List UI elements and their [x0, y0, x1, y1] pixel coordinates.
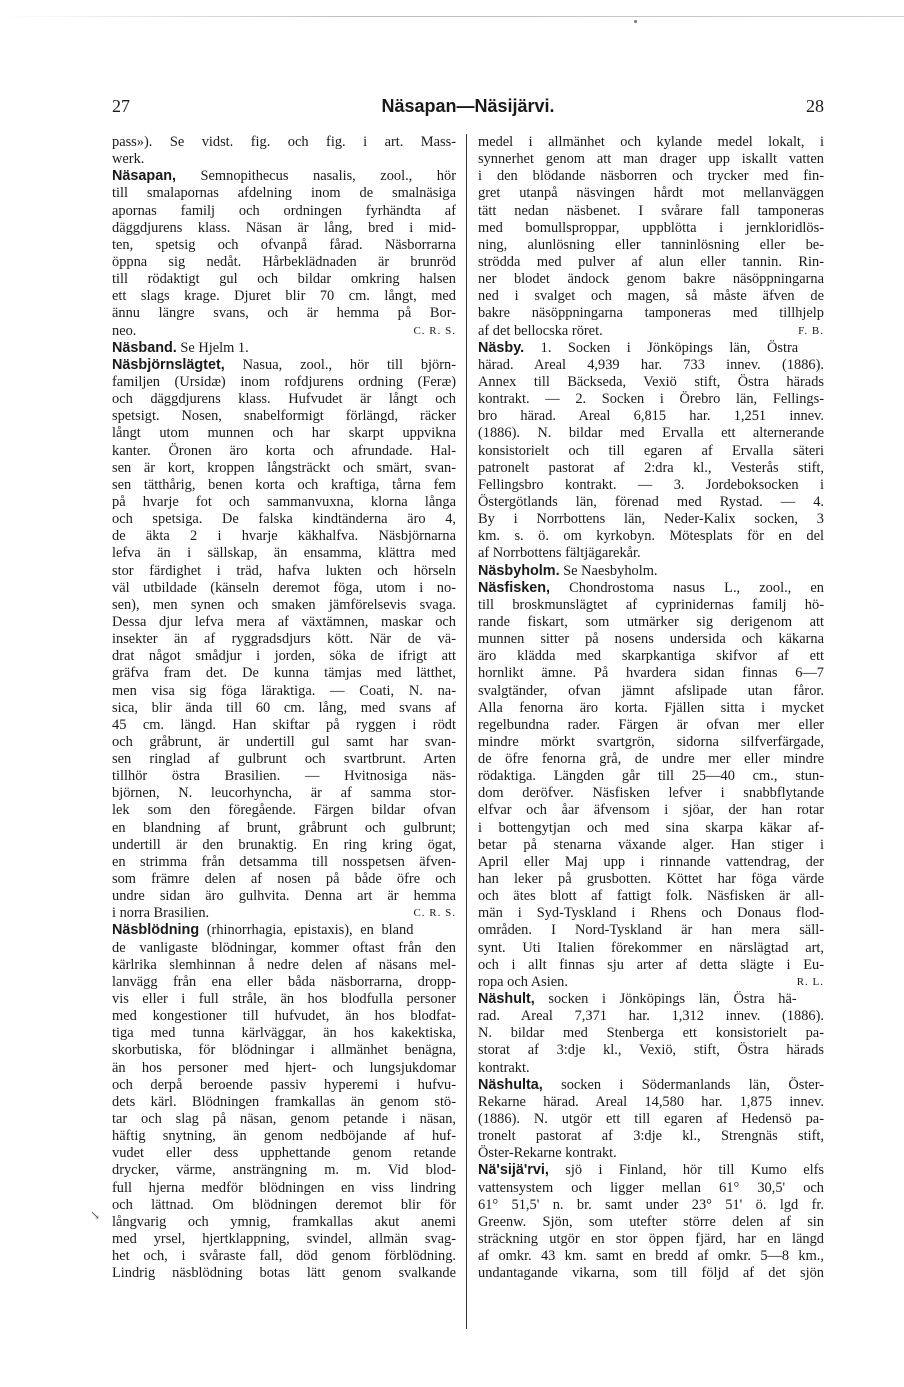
headword: Näsby.	[478, 339, 525, 356]
text-line	[112, 1197, 456, 1214]
text-line	[112, 1008, 456, 1025]
text-line	[112, 1111, 456, 1128]
entry-headword-line	[112, 168, 456, 185]
line-text: rad. Areal 7,371 har. 1,312 innev. (1886).	[478, 1008, 824, 1025]
text-line	[478, 854, 824, 871]
text-line	[478, 357, 824, 374]
line-text: ropa och Asien.	[478, 973, 568, 990]
line-text: som främre delen af nosen på både öfre och	[112, 871, 456, 888]
line-text: till broskmunslägtet af cyprinidernas familj hö-	[478, 596, 824, 613]
text-line	[478, 203, 824, 220]
text-line	[478, 1248, 824, 1265]
line-text: vudet eller dess upphettande genom retande	[112, 1145, 456, 1162]
text-line	[478, 494, 824, 511]
text-line	[112, 905, 456, 922]
line-text: och lättnad. Om blödningen deremot blir för	[112, 1196, 456, 1213]
line-text: ett slags krage. Djuret blir 70 cm. långt, med	[112, 288, 456, 305]
line-text: medel i allmänhet och kylande medel lokalt, i	[478, 134, 824, 150]
running-title: Näsapan—Näsijärvi.	[381, 96, 555, 116]
text-line	[112, 1162, 456, 1179]
line-text: sica, blir ända till 60 cm. lång, med svans af	[112, 699, 456, 716]
line-text: spetsigt. Nosen, snabelformigt förlängd, räcker	[112, 408, 456, 425]
line-text: neo.	[112, 322, 137, 339]
entry-headword-line	[478, 580, 824, 597]
line-text: Rekarne härad. Areal 14,580 har. 1,875 innev.	[478, 1093, 824, 1110]
top-border-line	[0, 16, 904, 17]
line-text: än hos personer med hjert- och lungsjukdomar	[112, 1059, 456, 1076]
text-line	[112, 820, 456, 837]
author-signature: C. R. S.	[413, 907, 456, 920]
page-number-right: 28	[806, 96, 824, 116]
line-text: de äkta 2 i hvarje käkhalfva. Näsbjörnarna	[112, 528, 456, 545]
text-line	[112, 185, 456, 202]
text-line	[478, 1265, 824, 1282]
text-line	[478, 528, 824, 545]
line-text: bakre näsöppningarna tamponeras med tillhjelp	[478, 305, 824, 322]
line-text: (rhinorrhagia, epistaxis), en bland	[199, 922, 414, 939]
text-line	[478, 1145, 824, 1162]
text-line	[478, 940, 824, 957]
headword: Näsbjörnslägtet,	[112, 356, 225, 373]
author-signature: C. R. S.	[413, 324, 456, 337]
text-line	[478, 905, 824, 922]
text-line	[478, 751, 824, 768]
text-line	[478, 134, 824, 151]
line-text: kontrakt.	[478, 1059, 530, 1076]
line-text: drat något smådjur i jorden, söka de ifrigt att	[112, 648, 456, 665]
line-text: ned i svalget och magen, så måste äfven de	[478, 288, 824, 305]
line-text: kanter. Öronen äro korta och afrundade. Hal-	[112, 442, 456, 459]
line-text: Dessa djur lefva mera af växtämnen, maskar och	[112, 613, 456, 630]
text-line	[478, 151, 824, 168]
text-line	[112, 871, 456, 888]
text-line	[478, 837, 824, 854]
line-text: vattensystem och ligger mellan 61° 30,5' och	[478, 1179, 824, 1196]
line-text: kontrakt. — 2. Socken i Örebro län, Fellings-	[478, 391, 824, 408]
line-text: sen tätthårig, benen korta och kraftiga, tårna fem	[112, 476, 456, 493]
text-line	[112, 563, 456, 580]
author-signature: F. B.	[798, 324, 824, 337]
headword: Näsfisken,	[478, 579, 550, 596]
text-line	[112, 614, 456, 631]
entry-headword-line	[112, 922, 413, 939]
headword: Näshult,	[478, 991, 535, 1008]
headword: Näsband.	[112, 339, 177, 356]
text-line	[478, 734, 824, 751]
text-line	[478, 1025, 824, 1042]
line-text: på hvarje fot och sammanvuxna, klorna långa	[112, 493, 456, 510]
line-text: Nasua, zool., hör till björn-	[224, 356, 456, 373]
line-text: sen), men synen och smaken jämförelsevis svaga.	[112, 596, 456, 613]
text-line	[478, 631, 824, 648]
text-line	[478, 700, 824, 717]
text-line	[112, 477, 456, 494]
line-text: långt utom munnen och har skarpt uppvikna	[112, 425, 456, 442]
line-text: sjö i Finland, hör till Kumo elfs	[548, 1162, 824, 1179]
line-text: bro härad. Areal 6,815 har. 1,251 innev.	[478, 408, 824, 425]
line-text: Greenw. Sjön, som utefter större delen af sin	[478, 1213, 824, 1230]
author-signature: R. L.	[796, 975, 824, 988]
line-text: och spetsiga. De falska kindtänderna äro 4,	[112, 511, 456, 528]
line-text: och derpå beroende passiv hyperemi i hufvu-	[112, 1076, 456, 1093]
line-text: Se Naesbyholm.	[559, 562, 658, 579]
line-text: långvarig och ymnig, framkallas akut anemi	[112, 1213, 456, 1230]
line-text: Östergötlands län, förenad med Rystad. — 4.	[478, 493, 824, 510]
line-text: de vanligaste blödningar, kommer oftast från den	[112, 939, 456, 956]
text-line	[112, 237, 456, 254]
text-line	[112, 220, 456, 237]
text-line	[478, 511, 824, 528]
text-line	[478, 408, 824, 425]
text-line	[478, 185, 824, 202]
text-line	[112, 408, 456, 425]
line-text: dom deröfver. Näsfisken lefver i snabbflytande	[478, 785, 824, 802]
headword: Nä'sijä'rvi,	[478, 1162, 549, 1179]
text-line	[112, 974, 456, 991]
text-line	[112, 425, 456, 442]
text-line	[478, 820, 824, 837]
line-text: mindre mörkt svartgrön, sidorna silfverfärgade,	[478, 733, 824, 750]
line-text: härad. Areal 4,939 har. 733 innev. (1886).	[478, 356, 824, 373]
line-text: häftig snytning, än genom nedböjande af huf-	[112, 1128, 456, 1145]
line-text: med yrsel, hjertklappning, svindel, allmän svag-	[112, 1231, 456, 1247]
line-text: områden. I Nord-Tyskland är han mera säll-	[478, 922, 824, 939]
line-text: Chondrostoma nasus L., zool., en	[550, 579, 824, 596]
text-line	[112, 443, 456, 460]
text-line	[112, 580, 456, 597]
text-line	[478, 1197, 824, 1214]
line-text: strödda med pulver af alun eller tannin. Rin-	[478, 253, 824, 270]
line-text: tar och slag på näsan, genom petande i näsan,	[112, 1111, 456, 1128]
entry-headword-line	[478, 563, 824, 580]
text-line	[112, 1248, 456, 1265]
text-line	[478, 460, 824, 477]
line-text: sen är kort, kroppen långsträckt och smärt, svan-	[112, 459, 456, 476]
text-line	[478, 168, 824, 185]
text-line	[112, 751, 456, 768]
text-line	[112, 940, 456, 957]
line-text: April eller Maj upp i rinnande vattendrag, der	[478, 853, 824, 870]
line-text: By i Norrbottens län, Neder-Kalix socken, 3	[478, 511, 824, 528]
text-line	[112, 288, 456, 305]
text-line	[112, 837, 456, 854]
line-text: men visa sig föga läraktiga. — Coati, N. na-	[112, 682, 456, 699]
text-line	[478, 648, 824, 665]
text-line	[478, 1111, 824, 1128]
text-line	[478, 254, 824, 271]
text-line	[478, 323, 824, 340]
text-line	[478, 1214, 824, 1231]
line-text: gräfva fram det. De kunna tämjas med lätthet,	[112, 665, 456, 682]
line-text: tronelt pastorat af 3:dje kl., Strengnäs stift,	[478, 1128, 824, 1145]
line-text: björnen, N. leucorhyncha, är af samma stor-	[112, 785, 456, 802]
line-text: gret utanpå näsvingen hårdt mot mellanväggen	[478, 185, 824, 202]
text-line	[112, 391, 456, 408]
line-text: patronelt pastorat af 2:dra kl., Vesterås stift,	[478, 459, 824, 476]
text-line	[112, 802, 456, 819]
entry-headword-line	[478, 1162, 824, 1179]
page-number-left: 27	[112, 96, 130, 116]
right-column	[478, 134, 824, 1282]
line-text: af Norrbottens fältjägarekår.	[478, 545, 641, 562]
line-text: lanvägg från ena eller båda näsborrarna, dropp-	[112, 973, 456, 990]
line-text: ning, alunlösning eller tanninlösning eller be-	[478, 236, 824, 253]
text-line	[112, 323, 456, 340]
line-text: het och, i svåraste fall, död genom förblödning.	[112, 1248, 456, 1265]
margin-mark: ↘	[90, 1208, 101, 1222]
line-text: dets kärl. Blödningen framkallas än genom stö-	[112, 1093, 456, 1110]
line-text: han leker på grusbotten. Köttet har föga värde	[478, 871, 824, 888]
line-text: till rödaktigt gul och bildar omkring halsen	[112, 271, 456, 288]
line-text: skorbutiska, för blödningar i allmänhet benägna,	[112, 1042, 456, 1059]
text-line	[112, 1077, 456, 1094]
text-line	[478, 1008, 824, 1025]
text-line	[112, 1042, 456, 1059]
line-text: (1886). N. utgör ett till egaren af Hedensö pa-	[478, 1111, 824, 1128]
line-text: rande fiskart, som utmärker sig derigenom att	[478, 613, 824, 630]
line-text: väl utbildade (känseln deremot föga, utom i no-	[112, 579, 456, 596]
text-line	[112, 545, 456, 562]
text-line	[112, 1214, 456, 1231]
line-text: sen ringlad af gulbrunt och svartbrunt. Arten	[112, 751, 456, 768]
line-text: öppna sig nedåt. Hårbeklädnaden är brunröd	[112, 253, 456, 270]
line-text: till smalapornas afdelning inom de smalnäsiga	[112, 185, 456, 202]
text-line	[478, 374, 824, 391]
text-line	[112, 203, 456, 220]
line-text: 61° 51,5' n. br. samt under 23° 51' ö. lgd fr.	[478, 1196, 824, 1213]
line-text: däggdjurens klass. Näsan är lång, bred i mid-	[112, 219, 456, 236]
line-text: familjen (Ursidæ) inom rofdjurens ordning (Feræ)	[112, 373, 456, 390]
text-line	[478, 1231, 824, 1248]
line-text: ner blodet ändock genom bakre näsöppningarna	[478, 271, 824, 288]
text-line	[478, 288, 824, 305]
headword: Näsblödning	[112, 922, 200, 939]
text-line	[478, 717, 824, 734]
line-text: och ätes blott af fattigt folk. Näsfisken är all-	[478, 888, 824, 905]
text-line	[112, 1094, 456, 1111]
entry-headword-line	[112, 357, 456, 374]
line-text: och gråbrunt, är undertill gul samt har svan-	[112, 733, 456, 750]
text-line	[112, 700, 456, 717]
line-text: tiga med tunna kärlväggar, än hos kakektiska,	[112, 1025, 456, 1042]
line-text: rödaktiga. Längden går till 25—40 cm., stun-	[478, 768, 824, 785]
line-text: kärlrika slemhinnan å nedre delen af näsans mel-	[112, 956, 456, 973]
text-line	[112, 151, 456, 168]
line-text: Alla fenorna äro korta. Fjällen sitta i mycket	[478, 699, 824, 716]
text-line	[112, 511, 456, 528]
text-line	[112, 1025, 456, 1042]
line-text: lek som den föregående. Färgen bildar ofvan	[112, 802, 456, 819]
text-line	[112, 597, 456, 614]
line-text: och däggdjurens klass. Hufvudet är långt och	[112, 391, 456, 408]
line-text: elfvar och åar äfvensom i sjöar, der han rotar	[478, 802, 824, 819]
line-text: insekter än af ryggradsdjurs kött. När de vä-	[112, 631, 456, 648]
headword: Näshulta,	[478, 1076, 543, 1093]
line-text: sträckning utgör en stor öppen fjärd, har en längd	[478, 1231, 824, 1247]
line-text: män i Syd-Tyskland i Rhens och Donaus flod-	[478, 905, 824, 922]
line-text: munnen sitter på nosens undersida och käkarna	[478, 631, 824, 648]
text-line	[112, 768, 456, 785]
line-text: ten, spetsig och ofvanpå fårad. Näsborrarna	[112, 236, 456, 253]
text-line	[478, 871, 824, 888]
text-line	[478, 888, 824, 905]
text-line	[112, 1231, 456, 1248]
headword: Näsapan,	[112, 168, 176, 185]
line-text: 1. Socken i Jönköpings län, Östra	[524, 339, 799, 356]
text-line	[112, 1265, 456, 1282]
line-text: lefva än i sällskap, än ensamma, klättra med	[112, 545, 456, 562]
text-line	[478, 957, 824, 974]
text-line	[478, 425, 824, 442]
line-text: Se Hjelm 1.	[176, 339, 249, 356]
column-divider	[466, 134, 467, 1329]
line-text: Lindrig näsblödning botas lätt genom svalkande	[112, 1265, 456, 1282]
text-line	[478, 545, 824, 562]
text-line	[112, 631, 456, 648]
line-text: af omkr. 43 km. samt en bredd af omkr. 5—8 km.,	[478, 1248, 824, 1265]
left-column	[112, 134, 456, 1282]
line-text: regelbundna rader. Färgen är ofvan mer eller	[478, 716, 824, 733]
line-text: och i allt finnas sju arter af detta slägte i Eu-	[478, 956, 824, 973]
text-line	[478, 1128, 824, 1145]
text-line	[478, 443, 824, 460]
line-text: apornas familj och ordningen fyrhändta af	[112, 202, 456, 219]
text-line	[478, 271, 824, 288]
line-text: en strimma från detsamma till nosspetsen äfven-	[112, 853, 456, 870]
line-text: (1886). N. bildar med Ervalla ett alternerande	[478, 425, 824, 442]
text-line	[478, 1094, 824, 1111]
text-line	[478, 614, 824, 631]
line-text: ännu längre svans, och är hemma på Bor-	[112, 305, 456, 322]
line-text: undertill är den brunaktig. En ring kring ögat,	[112, 836, 456, 853]
line-text: synnerhet genom att man drager upp iskallt vatten	[478, 151, 824, 168]
text-line	[112, 717, 456, 734]
line-text: stor färdighet i träd, hafva lukten och hörseln	[112, 562, 456, 579]
text-line	[112, 1145, 456, 1162]
line-text: med bomullsproppar, uppblötta i jernkloridlös-	[478, 219, 824, 236]
text-line	[478, 802, 824, 819]
line-text: Öster-Rekarne kontrakt.	[478, 1145, 617, 1162]
text-line	[478, 391, 824, 408]
text-line	[478, 1042, 824, 1059]
entry-headword-line	[478, 991, 797, 1008]
line-text: med kongestioner till hufvudet, än hos blodfat-	[112, 1008, 456, 1025]
text-line	[112, 734, 456, 751]
text-line	[112, 134, 456, 151]
line-text: en blandning af brunt, gråbrunt och gulbrunt;	[112, 819, 456, 836]
text-line	[112, 494, 456, 511]
line-text: 45 cm. längd. Han skiftar på ryggen i rödt	[112, 716, 456, 733]
text-line	[478, 665, 824, 682]
text-line	[112, 683, 456, 700]
text-line	[112, 1128, 456, 1145]
line-text: Fellingsbro kontrakt. — 3. Jordeboksocken i	[478, 476, 824, 493]
entry-headword-line	[478, 1077, 824, 1094]
line-text: synt. Uti Italien förekommer en närslägtad art,	[478, 939, 824, 956]
text-line	[112, 888, 456, 905]
line-text: Annex till Bäckseda, Vexiö stift, Östra härads	[478, 373, 824, 390]
speck	[634, 20, 637, 23]
line-text: tillhör östra Brasilien. — Hvitnosiga näs-	[112, 768, 456, 785]
text-line	[478, 683, 824, 700]
entry-headword-line	[478, 340, 798, 357]
text-line	[478, 974, 824, 991]
line-text: full hjerna medför blödningen en viss lindring	[112, 1179, 456, 1196]
text-line	[478, 597, 824, 614]
text-line	[478, 922, 824, 939]
line-text: tätt nedan näsbenet. I svårare fall tamponeras	[478, 202, 824, 219]
line-text: de öfre fenorna grå, de undre mer eller mindre	[478, 751, 824, 768]
text-line	[112, 254, 456, 271]
line-text: socken i Jönköpings län, Östra hä-	[534, 991, 797, 1008]
line-text: äro klädda med skarpkantiga skifvor af ett	[478, 648, 824, 665]
text-line	[478, 1180, 824, 1197]
text-line	[112, 374, 456, 391]
line-text: Semnopithecus nasalis, zool., hör	[176, 168, 456, 185]
line-text: N. bildar med Stenberga ett konsistorielt pa-	[478, 1025, 824, 1042]
line-text: undantagande vikarna, som till följd af det sjön	[478, 1265, 824, 1282]
text-line	[112, 665, 456, 682]
text-line	[112, 1060, 456, 1077]
line-text: werk.	[112, 151, 145, 168]
text-line	[112, 460, 456, 477]
headword: Näsbyholm.	[478, 562, 560, 579]
text-line	[478, 1060, 824, 1077]
text-line	[478, 785, 824, 802]
text-line	[112, 528, 456, 545]
text-line	[112, 991, 456, 1008]
text-line	[112, 785, 456, 802]
line-text: i bottengytjan och med sina skarpa käkar af-	[478, 819, 824, 836]
entry-headword-line	[112, 340, 456, 357]
line-text: hornlikt ämne. På hvardera sidan finnas 6—7	[478, 665, 824, 682]
text-line	[112, 648, 456, 665]
line-text: i den blödande näsborren och trycker med fin-	[478, 168, 824, 185]
text-line	[112, 957, 456, 974]
line-text: af det bellocska röret.	[478, 322, 603, 339]
line-text: pass»). Se vidst. fig. och fig. i art. Mass-	[112, 134, 456, 150]
text-line	[112, 305, 456, 322]
text-line	[112, 271, 456, 288]
text-line	[112, 854, 456, 871]
text-line	[112, 1180, 456, 1197]
line-text: drycker, värme, ansträngning m. m. Vid blod-	[112, 1162, 456, 1179]
page-header	[112, 92, 824, 118]
line-text: km. s. ö. om kyrkobyn. Mötesplats för en del	[478, 528, 824, 545]
text-line	[478, 305, 824, 322]
line-text: betar på stenarna växande alger. Han stiger i	[478, 836, 824, 853]
text-line	[478, 220, 824, 237]
line-text: undre sidan äro gulhvita. Denna art är hemma	[112, 888, 456, 905]
line-text: svalgtänder, ofvan jämnt afslipade utan fåror.	[478, 682, 824, 699]
line-text: vis eller i full stråle, än hos blodfulla personer	[112, 991, 456, 1008]
text-line	[478, 768, 824, 785]
text-line	[478, 237, 824, 254]
text-line	[478, 477, 824, 494]
line-text: storat af 3:dje kl., Vexiö, stift, Östra härads	[478, 1042, 824, 1059]
line-text: konsistorielt och till egaren af Ervalla säteri	[478, 442, 824, 459]
line-text: i norra Brasilien.	[112, 905, 210, 922]
line-text: socken i Södermanlands län, Öster-	[542, 1076, 824, 1093]
